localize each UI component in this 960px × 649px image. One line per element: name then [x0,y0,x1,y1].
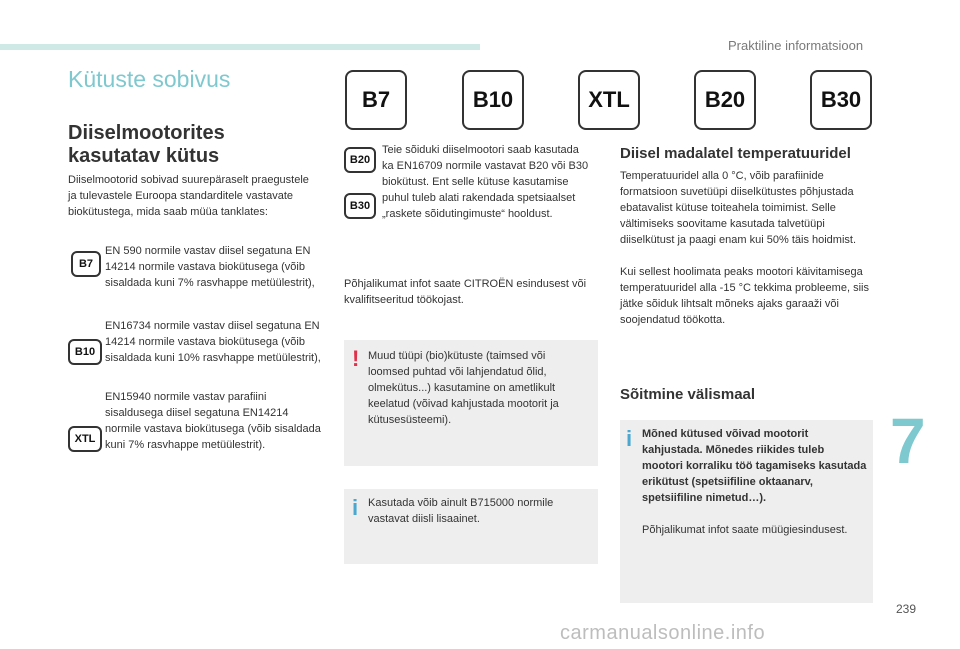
b10-description: EN16734 normile vastav diisel segatuna EN 14214 normile vastava biokütusega (võib sisaldada kuni 10% rasvhappe metüülestrit), [105,320,321,364]
info-icon: i [626,426,633,451]
abroad-info-text: Põhjalikumat infot saate müügiesindusest. [642,524,848,536]
fuel-label-b7: B7 [345,70,407,130]
fuel-badge-b20: B20 [344,147,376,173]
fuel-label-b20: B20 [694,70,756,130]
info-icon: i [352,495,359,520]
page-title: Kütuste sobivus [68,66,231,92]
b20-b30-description: Teie sõiduki diiselmootori saab kasutada ka EN16709 normile vastavat B20 või B30 biokütust. Ent selle kütuse kasutamise puhul tuleb alati rakendada spetsiaalset „raskete sõidutingimuste“ hooldust. [382,144,589,220]
fuel-label-b10: B10 [462,70,524,130]
contact-text: Põhjalikumat infot saate CITROËN esindusest või kvalifitseeritud töökojast. [344,278,587,306]
fuel-badge-b30: B30 [344,193,376,219]
warning-text: Muud tüüpi (bio)kütuste (taimsed või loomsed puhtad või lahjendatud õlid, olmekütus...) kasutamine on ametlikult keelatud (võivad kahjustada mootorit ja kütusesüsteemi). [368,350,559,426]
info-text-additive: Kasutada võib ainult B715000 normile vastavat diisli lisaainet. [368,497,554,525]
fuel-label-xtl: XTL [578,70,640,130]
abroad-heading: Sõitmine välismaal [620,386,756,403]
fuel-badge-b10: B10 [68,339,102,365]
cold-text-2: Kui sellest hoolimata peaks mootori käivitamisega temperatuuridel alla -15 °C tekkima probleeme, siis jätke sõiduk lihtsalt mõneks ajaks garaaži või soojendatud töökotta. [620,266,869,326]
section-title: Praktiline informatsioon [728,38,864,53]
watermark: carmanualsonline.info [560,622,766,644]
xtl-description: EN15940 normile vastav parafiini sisaldusega diisel segatuna EN14214 normile vastava biokütusega (võib sisaldada kuni 7% rasvhappe metüülestrit). [105,391,321,451]
chapter-number: 7 [890,405,926,477]
diesel-intro: Diiselmootorid sobivad suurepäraselt praegustele ja tulevastele Euroopa standarditele vastavate biokütustega, mida saab müüa tanklates: [68,174,309,218]
cold-text-1: Temperatuuridel alla 0 °C, võib parafiinide formatsioon suvetüüpi diiselkütustes põhjustada ebatavalist kütuse toiteahela toimimist. Selle vältimiseks soovitame kasutada talvetüüpi diiselkütust ja paagi enam kui 50% täis hoidmist. [620,170,857,246]
warning-box [344,340,598,466]
fuel-badge-b7: B7 [71,251,101,277]
info-box-abroad [620,420,873,603]
info-box-additive [344,489,598,564]
warning-icon: ! [352,346,360,371]
diesel-heading: Diiselmootorites kasutatav kütus [68,122,225,167]
page-number: 239 [896,602,917,616]
fuel-badge-xtl: XTL [68,426,102,452]
abroad-warning-bold: Mõned kütused võivad mootorit kahjustada. Mõnedes riikides tuleb mootori korraliku töö tagamiseks kasutada erikütust (spetsiifiline oktaanarv, spetsiifiline nimetud…). [642,428,867,504]
cold-heading: Diisel madalatel temperatuuridel [620,145,851,162]
header-accent-bar [0,44,480,50]
b7-description: EN 590 normile vastav diisel segatuna EN 14214 normile vastava biokütusega (võib sisaldada kuni 7% rasvhappe metüülestrit), [105,245,315,289]
fuel-label-b30: B30 [810,70,872,130]
